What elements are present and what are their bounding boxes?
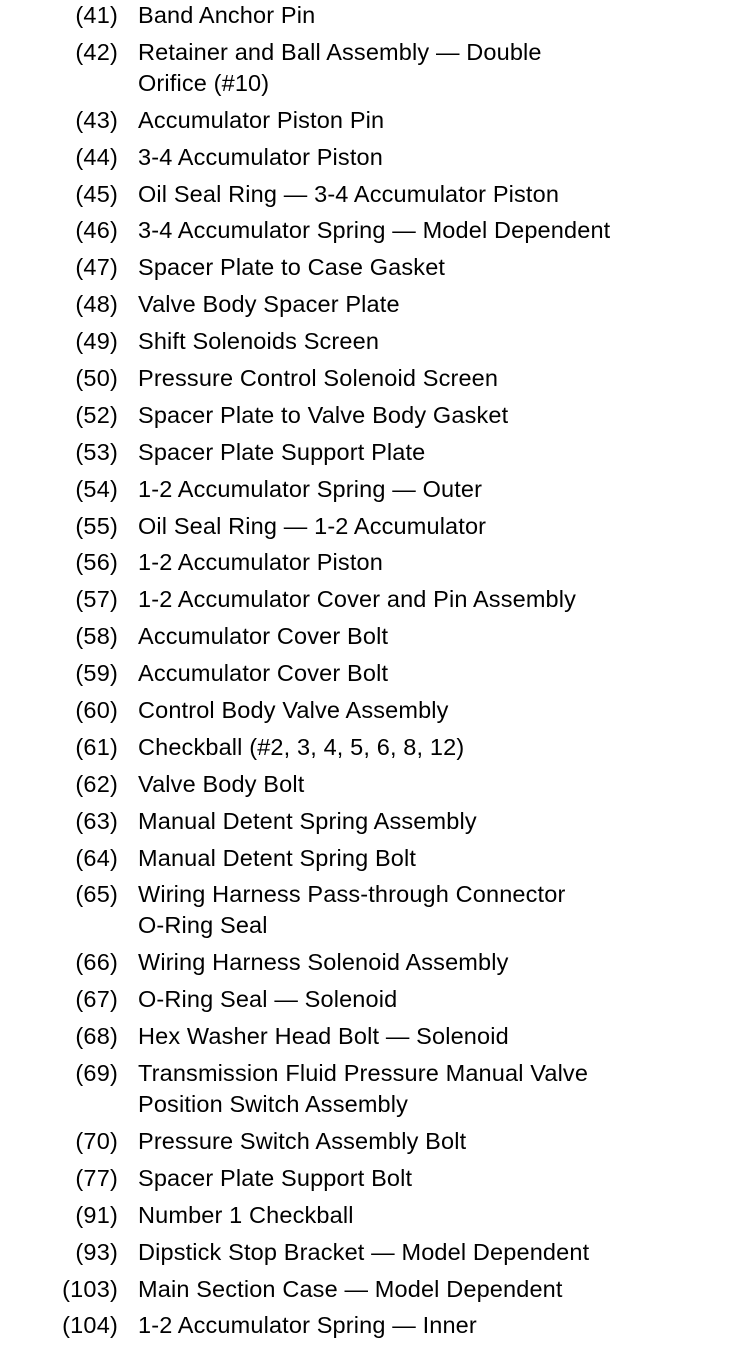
list-item [0,289,736,320]
part-number: (64) [75,844,118,871]
list-item [0,105,736,136]
part-description: Control Body Valve Assembly [138,697,449,724]
part-description: 3-4 Accumulator Piston [138,143,383,170]
part-number: (50) [75,365,118,392]
part-description: Oil Seal Ring — 1-2 Accumulator [138,512,487,539]
part-description: Spacer Plate Support Bolt [138,1164,413,1191]
part-number: (66) [75,949,118,976]
part-description: Valve Body Bolt [138,770,305,797]
part-number: (53) [75,438,118,465]
part-number: (69) [75,1060,118,1087]
part-number: (44) [75,143,118,170]
part-description: Pressure Switch Assembly Bolt [138,1127,467,1154]
list-item [0,1058,736,1120]
part-description: Band Anchor Pin [138,2,316,28]
part-number: (77) [75,1164,118,1191]
part-number: (104) [62,1312,118,1339]
part-number: (42) [75,38,118,65]
list-item [0,142,736,173]
part-number: (52) [75,401,118,428]
part-description: Dipstick Stop Bracket — Model Dependent [138,1238,590,1265]
part-number: (45) [75,180,118,207]
part-description: Wiring Harness Pass-through Connector O-Ring Seal [138,881,566,939]
part-description: 1-2 Accumulator Spring — Inner [138,1312,477,1339]
part-description: Checkball (#2, 3, 4, 5, 6, 8, 12) [138,733,465,760]
list-item [0,437,736,468]
list-item [0,769,736,800]
part-description: Oil Seal Ring — 3-4 Accumulator Piston [138,180,560,207]
list-item [0,695,736,726]
list-item [0,547,736,578]
list-item [0,363,736,394]
list-item [0,984,736,1015]
part-description: Pressure Control Solenoid Screen [138,365,499,392]
part-description: Shift Solenoids Screen [138,328,380,355]
part-description: Spacer Plate to Valve Body Gasket [138,401,509,428]
part-number: (62) [75,770,118,797]
list-item [0,1310,736,1341]
part-description: Valve Body Spacer Plate [138,291,400,318]
list-item [0,179,736,210]
part-number: (55) [75,512,118,539]
part-description: Main Section Case — Model Dependent [138,1275,563,1302]
list-item [0,584,736,615]
part-description: Transmission Fluid Pressure Manual Valve Position Switch Assembly [138,1060,589,1118]
part-number: (57) [75,586,118,613]
part-number: (54) [75,475,118,502]
list-item [0,843,736,874]
part-description: Retainer and Ball Assembly — Double Orifice (#10) [138,38,542,96]
list-item [0,215,736,246]
list-item [0,1237,736,1268]
part-description: Accumulator Cover Bolt [138,623,389,650]
part-description: 1-2 Accumulator Spring — Outer [138,475,483,502]
part-description: O-Ring Seal — Solenoid [138,986,398,1013]
list-item [0,1200,736,1231]
list-item [0,621,736,652]
part-number: (103) [62,1275,118,1302]
part-number: (68) [75,1023,118,1050]
list-item [0,1163,736,1194]
part-description: Accumulator Cover Bolt [138,660,389,687]
list-item [0,474,736,505]
part-number: (91) [75,1201,118,1228]
part-number: (49) [75,328,118,355]
part-number: (61) [75,733,118,760]
part-number: (63) [75,807,118,834]
list-item [0,0,736,31]
part-description: 3-4 Accumulator Spring — Model Dependent [138,217,611,244]
list-item [0,511,736,542]
list-item [0,879,736,941]
part-number: (65) [75,881,118,908]
part-number: (60) [75,697,118,724]
part-description: Spacer Plate Support Plate [138,438,426,465]
part-description: Hex Washer Head Bolt — Solenoid [138,1023,509,1050]
part-number: (46) [75,217,118,244]
part-description: 1-2 Accumulator Piston [138,549,383,576]
list-item [0,806,736,837]
list-item [0,1126,736,1157]
list-item [0,947,736,978]
part-description: Manual Detent Spring Assembly [138,807,477,834]
part-description: 1-2 Accumulator Cover and Pin Assembly [138,586,577,613]
part-description: Manual Detent Spring Bolt [138,844,417,871]
list-item [0,37,736,99]
part-number: (43) [75,106,118,133]
part-number: (93) [75,1238,118,1265]
list-item [0,252,736,283]
list-item [0,732,736,763]
list-item [0,1274,736,1305]
part-number: (58) [75,623,118,650]
part-number: (56) [75,549,118,576]
list-item [0,326,736,357]
part-number: (59) [75,660,118,687]
list-item [0,1021,736,1052]
part-description: Wiring Harness Solenoid Assembly [138,949,509,976]
part-description: Spacer Plate to Case Gasket [138,254,446,281]
part-number: (70) [75,1127,118,1154]
list-item [0,658,736,689]
part-number: (48) [75,291,118,318]
part-number: (41) [75,2,118,28]
list-item [0,400,736,431]
part-number: (67) [75,986,118,1013]
part-description: Number 1 Checkball [138,1201,354,1228]
part-number: (47) [75,254,118,281]
part-description: Accumulator Piston Pin [138,106,385,133]
